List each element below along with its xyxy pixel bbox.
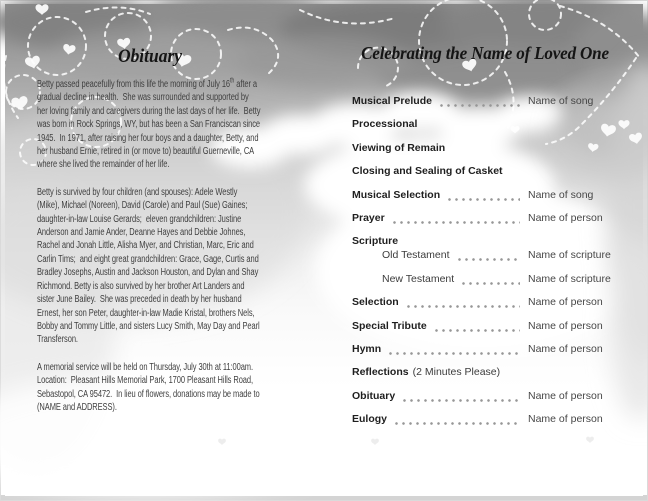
program-item-value: Name of scripture xyxy=(528,249,611,262)
program-row-scripture-header xyxy=(352,235,640,248)
obituary-paragraph-2: Betty is survived by four children (and spouses): Adele Westly (Mike), Michael (Noreen), David (Carole) and Paul (Sue) Gaines; daughter-in-law Louise Gerards; eleven grandchildren: Justine Anderson and Jamie Ander, Deanne Hayes and Debbie Johnes, Rachel and Jonah Little, Alisha Myer, and Christian, Marc, Eric and Carlin Tims; and eight great grandchildren: Grace, Gage, Curtis and Bradley Josephs, Austin and Jackson Houston, and Dylan and Shay Richmond. Betty is also survived by her brother Art Landers and sister June Bailey. She was preceded in death by her husband Ernest, her son Peter, daughter-in-law Madie Kristal, brothers Nels, Bobby and Tommy Little, and sisters Lucy Smith, May Day and Pearl Transferson. xyxy=(37,186,260,346)
obituary-body-text xyxy=(37,78,261,428)
program-item-label: Processional xyxy=(352,118,418,131)
program-item-label: Old Testament xyxy=(382,249,450,262)
program-row-obituary xyxy=(352,390,640,403)
service-page-title: Celebrating the Name of Loved One xyxy=(361,43,609,63)
program-item-value: Name of song xyxy=(528,188,594,201)
program-item-label: Special Tribute xyxy=(352,319,427,332)
dot-leader xyxy=(395,422,520,425)
obituary-paragraph-1-text: Betty passed peacefully from this life the morning of July 16 xyxy=(37,79,231,90)
program-row-selection xyxy=(352,296,640,309)
program-row-musical-selection xyxy=(352,189,640,202)
program-item-value: Name of person xyxy=(528,389,603,402)
order-of-service-list xyxy=(352,95,640,436)
program-row-reflections xyxy=(352,366,640,379)
program-item-value: Name of person xyxy=(528,211,603,224)
program-item-label: Hymn xyxy=(352,342,382,355)
dot-leader xyxy=(389,352,520,355)
program-item-value: Name of person xyxy=(528,342,603,355)
program-row-prayer xyxy=(352,212,640,225)
program-row-processional xyxy=(352,118,640,131)
program-item-label: Eulogy xyxy=(352,413,388,426)
program-row-closing-and-sealing xyxy=(352,165,640,178)
program-item-value: Name of person xyxy=(528,296,603,309)
dot-leader xyxy=(462,282,520,285)
obituary-paragraph-1-continued: after a gradual decline in health. She was surrounded and supported by her loving family and caregivers during the last days of her life. Betty was born in Rock Springs, WY, but has been a San Franciscan since 1945. In 1971, after raising her four boys and a daughter, Betty, and her husband Ernie, retired in (or move to) beautiful Guerneville, CA where she lived the remainder of her life. xyxy=(37,79,261,171)
program-item-label: Reflections xyxy=(352,366,409,379)
program-item-label: Musical Prelude xyxy=(352,95,432,107)
program-item-value: Name of song xyxy=(528,95,594,107)
program-row-new-testament xyxy=(352,273,640,286)
program-item-label: Closing and Sealing of Casket xyxy=(352,165,503,178)
obituary-paragraph-1 xyxy=(37,78,261,172)
program-item-value: Name of person xyxy=(528,319,603,332)
dot-leader xyxy=(403,399,520,402)
program-item-label: Scripture xyxy=(352,235,399,248)
dot-leader xyxy=(448,198,520,201)
program-item-label: Musical Selection xyxy=(352,188,441,201)
program-row-eulogy xyxy=(352,413,640,426)
obituary-paragraph-3: A memorial service will be held on Thursday, July 30th at 11:00am. Location: Pleasant Hills Memorial Park, 1700 Pleasant Hills Road, Sebastopol, CA 95472. In lieu of flowers, donations may be made to (NAME and ADDRESS). xyxy=(37,361,260,413)
program-item-label: Viewing of Remain xyxy=(352,141,446,154)
program-item-label: Selection xyxy=(352,296,399,309)
program-row-old-testament xyxy=(352,249,640,262)
program-item-value: Name of scripture xyxy=(528,272,611,285)
program-row-special-tribute xyxy=(352,320,640,333)
program-item-note: (2 Minutes Please) xyxy=(412,366,501,379)
program-row-musical-prelude xyxy=(352,95,640,108)
program-item-label: New Testament xyxy=(382,272,455,285)
dot-leader xyxy=(440,104,520,107)
program-item-value: Name of person xyxy=(528,413,603,426)
dot-leader xyxy=(435,329,520,332)
dot-leader xyxy=(407,305,520,308)
dot-leader xyxy=(393,221,520,224)
obituary-page-title: Obituary xyxy=(117,46,183,67)
program-item-label: Prayer xyxy=(352,211,385,224)
program-row-viewing-of-remain xyxy=(352,142,640,155)
ordinal-superscript: th xyxy=(230,77,235,85)
dot-leader xyxy=(458,258,520,261)
program-row-hymn xyxy=(352,343,640,356)
program-item-label: Obituary xyxy=(352,389,396,402)
